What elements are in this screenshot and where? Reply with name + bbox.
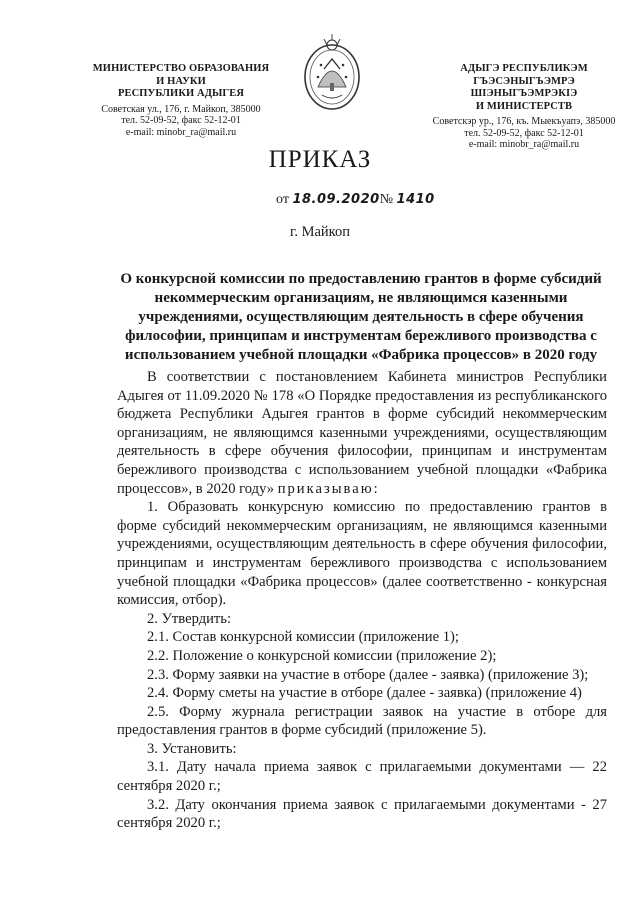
clause-3-1: 3.1. Дату начала приема заявок с прилагаемыми документами — 22 сентября 2020 г.; [117,759,607,795]
clause-3: 3. Установить: [147,740,237,757]
order-date: 18.09.2020 [292,192,380,207]
letterhead-right [424,63,624,151]
republic-emblem-icon [300,25,364,115]
ministry-address-ady: Советскэр ур., 176, къ. Мыекъуапэ, 385000 тел. 52-09-52, факс 52-12-01 e-mail: minobr_ra@mail.ru [432,116,616,150]
from-label: от [276,192,289,207]
preamble-paragraph [117,368,607,498]
ministry-address-ru: Советская ул., 176, г. Майкоп, 385000 тел. 52-09-52, факс 52-12-01 e-mail: minobr_ra@mail.ru [101,103,261,138]
ministry-name-ru: МИНИСТЕРСТВО ОБРАЗОВАНИЯ И НАУКИ РЕСПУБЛИКИ АДЫГЕЯ [92,63,270,99]
clause-2-1: 2.1. Состав конкурсной комиссии (приложение 1); [147,629,459,646]
ministry-name-ady: АДЫГЭ РЕСПУБЛИКЭМ ГЪЭСЭНЫГЪЭМРЭ ШІЭНЫГЪЭМРЭКІЭ И МИНИСТЕРСТВ [460,63,588,112]
document-title: ПРИКАЗ [268,146,372,173]
clause-1: 1. Образовать конкурсную комиссию по предоставлению грантов в форме субсидий некоммерческим организациям, не являющимся казенными учреждениями, осуществляющим деятельность в сфере обучения философии, принципам и инструментам бережливого производства с использованием учебной площадки «Фабрика процессов» (далее соответственно - конкурсная комиссия, отбор). [117,499,607,609]
order-city: г. Майкоп [290,224,350,240]
clause-2-5: 2.5. Форму журнала регистрации заявок на участие в отборе для предоставления грантов в форме субсидий (приложение 5). [117,703,607,739]
decree-word: приказываю: [277,480,380,497]
clause-3-2: 3.2. Дату окончания приема заявок с прилагаемыми документами - 27 сентября 2020 г.; [117,796,607,832]
order-date-number [276,192,435,208]
number-label: № [379,192,394,207]
clause-2-3: 2.3. Форму заявки на участие в отборе (далее - заявка) (приложение 3); [147,666,589,683]
clause-2: 2. Утвердить: [147,610,232,627]
preamble-text: В соответствии с постановлением Кабинета министров Республики Адыгея от 11.09.2020 № 178 «О Порядке предоставления из республиканского бюджета Республики Адыгея грантов в форме субсидий некоммерческим организациям, не являющимся казенными учреждениями, осуществляющим деятельность в сфере обучения философии, принципам и инструментам бережливого производства с использованием учебной площадки «Фабрика процессов», в 2020 году» [117,369,607,497]
clause-2-4: 2.4. Форму сметы на участие в отборе (далее - заявка) (приложение 4) [147,685,582,702]
order-subject: О конкурсной комиссии по предоставлению грантов в форме субсидий некоммерческим организациям, не являющимся казенными учреждениями, осуществляющим деятельность в сфере обучения философии, принципам и инструментам бережливого производства с использованием учебной площадки «Фабрика процессов» в 2020 году [120,271,602,363]
order-number: 1410 [396,192,435,207]
clause-2-2: 2.2. Положение о конкурсной комиссии (приложение 2); [147,647,497,664]
order-body [117,368,607,833]
letterhead-left [86,63,276,138]
